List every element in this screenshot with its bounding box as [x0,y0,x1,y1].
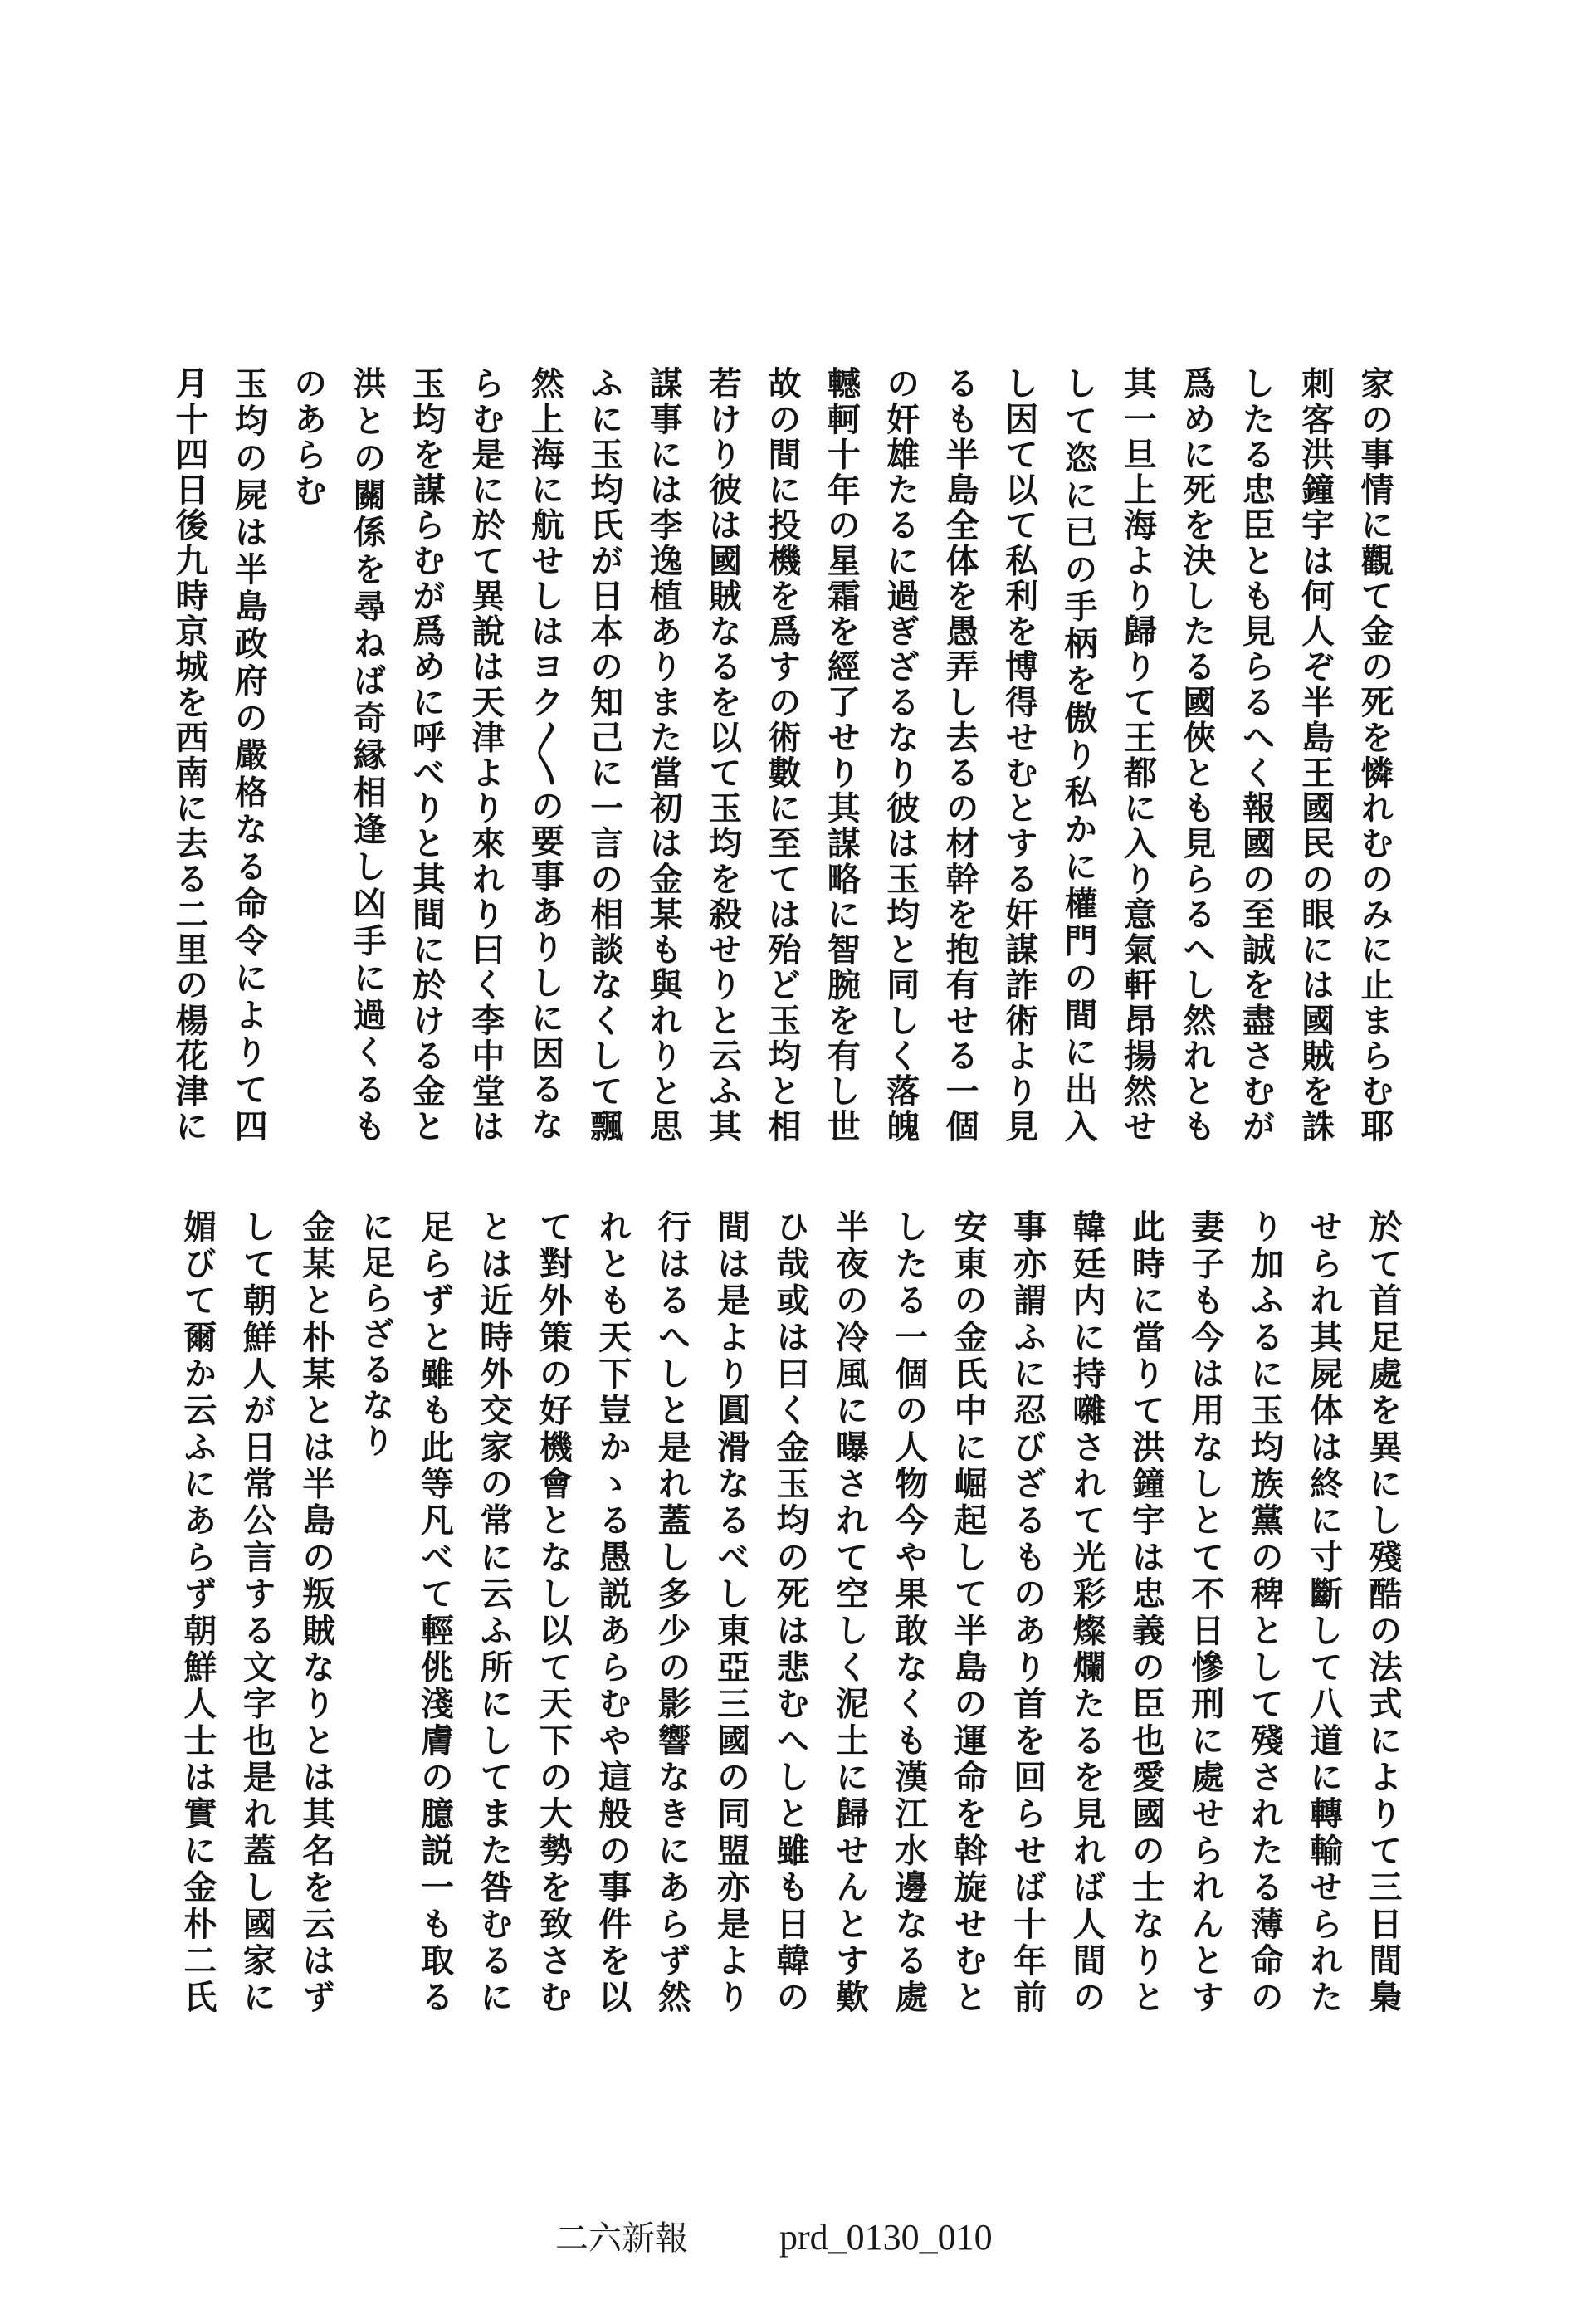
text-column: らむ是に於て異說は天津より來れり曰く李中堂は [466,366,505,1142]
text-column: 刺客洪鐘宇は何人ぞ半島王國民の眼には國賊を誅 [1296,366,1335,1142]
text-column: 媚びて爾か云ふにあらず朝鮮人士は實に金朴二氏 [178,1209,217,2013]
text-column: 足らずと雖も此等凡べて輕佻淺膚の臆説一も取る [415,1209,455,2014]
text-column: 月十四日後九時京城を西南に去る二里の楊花津に [169,366,209,1142]
text-column: せられ其屍体は終に寸斷して八道に轉輸せられた [1304,1209,1344,2013]
text-column: のあらむ [288,366,328,509]
text-column: 謀事には李逸植ありまた當初は金某も與れりと思 [644,366,684,1142]
text-column: ふに玉均氏が日本の知己に一言の相談なくして飄 [584,366,624,1142]
text-column: 洪との關係を尋ねば奇縁相逢し凶手に過くるも [348,366,388,1142]
text-column: 行はるへしと是れ蓋し多少の影響なきにあらず然 [652,1209,692,2014]
text-column: て對外策の好機會となし以て天下の大勢を致さむ [534,1209,574,2014]
text-column: 安東の金氏中に崛起して半島の運命を斡旋せむと [949,1209,989,2013]
text-column: とは近時外交家の常に云ふ所にしてまた咎むるに [474,1209,514,2014]
text-column: 此時に當りて洪鐘宇は忠義の臣也愛國の士なりと [1126,1209,1166,2014]
footer-publication-title: 二六新報 [555,2219,688,2257]
footer-page-id: prd_0130_010 [779,2217,993,2258]
text-column: り加ふるに玉均族黨の稗として殘されたる薄命の [1245,1209,1285,2014]
text-column: し因て以て私利を博得せむとする奸謀詐術より見 [999,366,1039,1142]
text-column: 爲めに死を決したる國俠とも見らるへし然れとも [1177,366,1217,1142]
text-column: に足らざるなり [356,1209,396,1459]
text-column: して朝鮮人が日常公言する文字也是れ蓋し國家に [237,1209,277,2014]
text-column: 半夜の冷風に曝されて空しく泥土に歸せんとす歎 [830,1209,870,2014]
text-column: 若けり彼は國賊なるを以て玉均を殺せりと云ふ其 [703,366,743,1142]
article-lower-block [168,1209,1413,2013]
text-column: したる一個の人物今や果敢なくも漢江水邊なる處 [889,1209,929,2014]
text-column: 金某と朴某とは半島の叛賊なりとは其名を云はず [296,1209,336,2013]
text-column: 轗軻十年の星霜を經了せり其謀略に智腕を有し世 [822,366,862,1142]
text-column: 其一旦上海より歸りて王都に入り意氣軒昂揚然せ [1118,366,1158,1142]
text-column: 家の事情に觀て金の死を憐れむのみに止まらむ耶 [1355,366,1394,1142]
text-column: 玉均の屍は半島政府の嚴格なる命令によりて四 [229,366,269,1142]
text-column: したる忠臣とも見らるへく報國の至誠を盡さむが [1237,366,1277,1142]
text-column: 間は是より圓滑なるべし東亞三國の同盟亦是より [711,1209,751,2013]
text-column: ひ哉或は曰く金玉均の死は悲むへしと雖も日韓の [770,1209,810,2014]
text-column: 玉均を謀らむが爲めに呼べりと其間に於ける金と [407,366,447,1142]
article-upper-block [159,366,1404,1142]
text-column: るも半島全体を愚弄し去るの材幹を抱有せる一個 [940,366,980,1142]
text-column: 妻子も今は用なしとて不日慘刑に處せられんとす [1185,1209,1225,2013]
text-column: 於て首足處を異にし殘酷の法式によりて三日間梟 [1364,1209,1403,2013]
text-column: れとも天下豈かゝる愚説あらむや這般の事件を以 [593,1209,632,2014]
text-column: 然上海に航せしはヨク〳〵の要事ありしに因るな [525,366,565,1142]
text-column: 故の間に投機を爲すの術數に至ては殆ど玉均と相 [762,366,802,1142]
page-footer [555,2216,993,2260]
text-column: 韓廷内に持囃されて光彩燦爛たるを見れば人間の [1067,1209,1106,2013]
text-column: 事亦謂ふに忍びざるものあり首を回らせば十年前 [1008,1209,1047,2014]
text-column: して恣に已の手柄を傲り私かに權門の間に出入 [1058,366,1098,1142]
text-column: の奸雄たるに過ぎざるなり彼は玉均と同しく落魄 [881,366,920,1142]
